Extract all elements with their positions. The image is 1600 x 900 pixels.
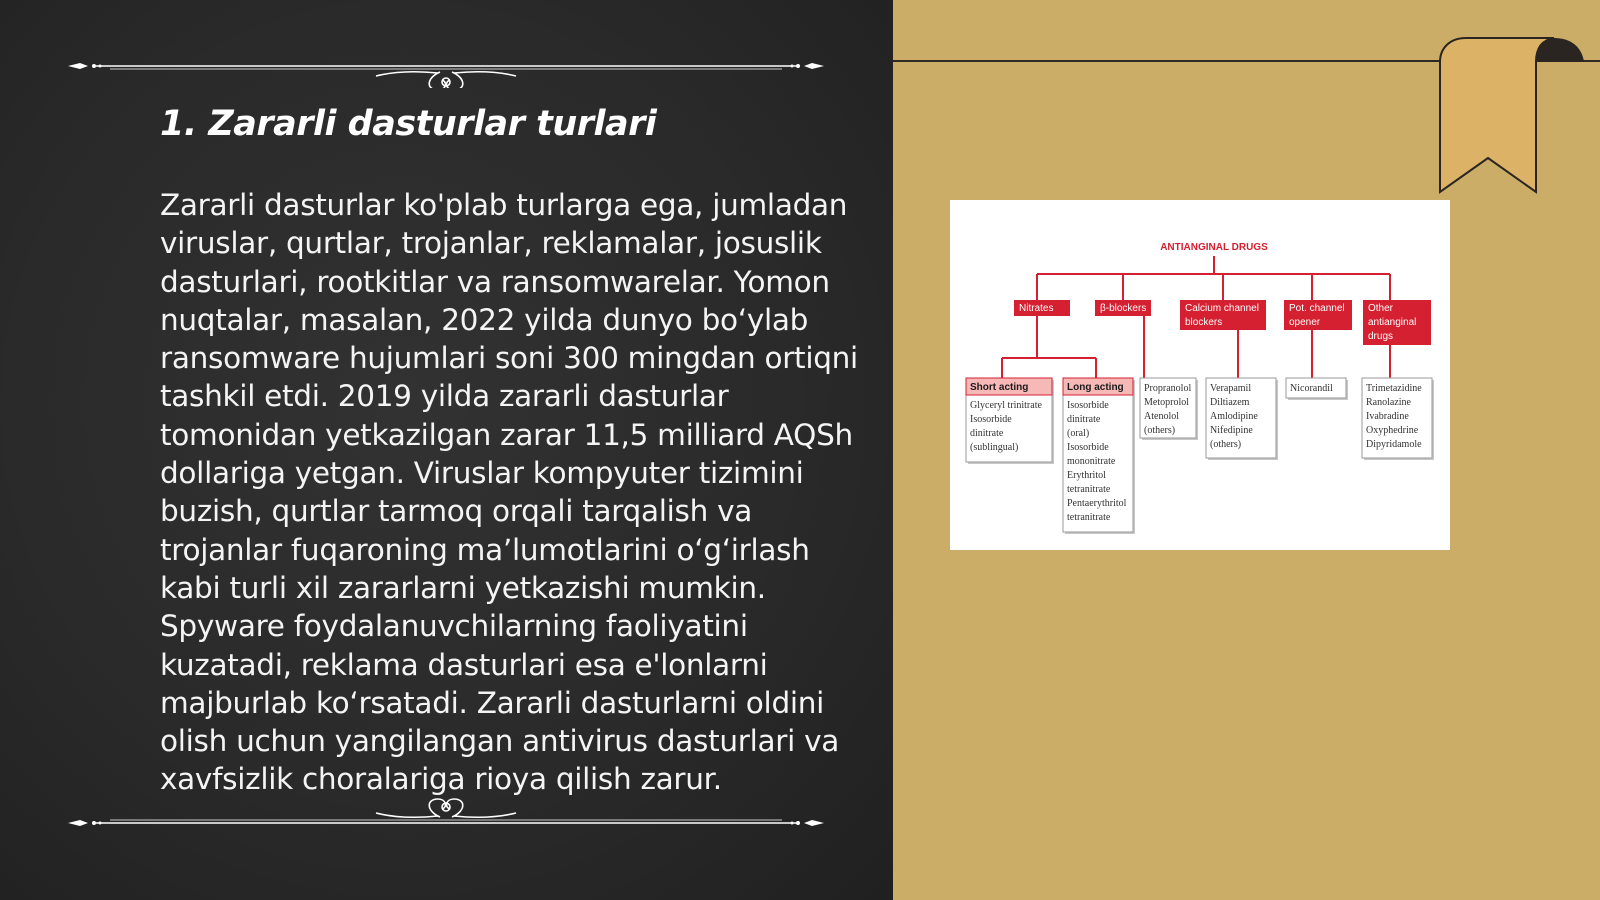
nitrate-group-label: Long acting — [1067, 382, 1124, 393]
drug-name: Metoprolol — [1144, 397, 1189, 408]
category-box — [1180, 300, 1266, 330]
drug-name: tetranitrate — [1067, 484, 1111, 495]
drug-name: dinitrate — [970, 428, 1004, 439]
category-box — [1284, 300, 1352, 330]
category-label: Other — [1368, 303, 1394, 314]
category-label: opener — [1289, 317, 1321, 328]
slide-title: 1. Zararli dasturlar turlari — [160, 104, 657, 144]
drug-name: Ranolazine — [1366, 397, 1411, 408]
drug-list-box — [1286, 378, 1348, 400]
bookmark-ribbon-icon — [1432, 36, 1600, 200]
category-label: Nitrates — [1019, 303, 1054, 314]
drug-name: Erythritol — [1067, 470, 1106, 481]
ornament-bottom-divider — [66, 796, 826, 836]
category-label: β-blockers — [1100, 303, 1147, 314]
category-box — [1363, 300, 1431, 345]
drug-name: (sublingual) — [970, 442, 1019, 453]
drug-name: Ivabradine — [1366, 411, 1409, 422]
drug-name: Isosorbide — [970, 414, 1012, 425]
drug-name: mononitrate — [1067, 456, 1116, 467]
drug-name: (others) — [1210, 439, 1242, 450]
drug-name: Isosorbide — [1067, 400, 1109, 411]
slide-body-text: Zararli dasturlar ko'plab turlarga ega, jumladan viruslar, qurtlar, trojanlar, reklamalar, josuslik dasturlari, rootkitlar va ransomwarelar. Yomon nuqtalar, masalan, 2022 yilda dunyo bo‘ylab ransomware hujumlari soni 300 mingdan ortiqni tashkil etdi. 2019 yilda zararli dasturlar tomonidan yetkazilgan zarar 11,5 milliard AQSh dollariga yetgan. Viruslar kompyuter tizimini buzish, qurtlar tarmoq orqali tarqalish va trojanlar fuqaroning ma’lumotlarini o‘g‘irlash kabi turli xil zararlarni yetkazishi mumkin. Spyware foydalanuvchilarning faoliyatini kuzatadi, reklama dasturlari esa e'lonlarni majburlab ko‘rsatadi. Zararli dasturlarni oldini olish uchun yangilangan antivirus dasturlari va xavfsizlik choralariga rioya qilish zarur. — [160, 188, 858, 797]
nitrate-group-box — [966, 378, 1054, 464]
drug-name: dinitrate — [1067, 414, 1101, 425]
drug-name: Trimetazidine — [1366, 383, 1422, 394]
nitrate-group-box — [1063, 378, 1135, 534]
drug-name: Propranolol — [1144, 383, 1192, 394]
drug-name: Atenolol — [1144, 411, 1179, 422]
drug-name: Dipyridamole — [1366, 439, 1422, 450]
category-box — [1014, 300, 1070, 316]
antianginal-drugs-diagram — [950, 200, 1450, 550]
category-label: drugs — [1368, 331, 1394, 342]
ornament-top-divider — [66, 48, 826, 88]
category-label: Pot. channel — [1289, 303, 1345, 314]
drug-name: Isosorbide — [1067, 442, 1109, 453]
drug-name: Nifedipine — [1210, 425, 1253, 436]
drug-name: Amlodipine — [1210, 411, 1258, 422]
drug-name: tetranitrate — [1067, 512, 1111, 523]
drug-list-box — [1206, 378, 1278, 460]
drug-name: Nicorandil — [1290, 383, 1333, 394]
category-label: blockers — [1185, 317, 1223, 328]
drug-list-box — [1362, 378, 1434, 460]
drug-name: (others) — [1144, 425, 1176, 436]
drug-name: Oxyphedrine — [1366, 425, 1419, 436]
category-label: Calcium channel — [1185, 303, 1259, 314]
category-box — [1095, 300, 1151, 316]
drug-name: Glyceryl trinitrate — [970, 400, 1042, 411]
drug-name: Pentaerythritol — [1067, 498, 1127, 509]
diagram-title: ANTIANGINAL DRUGS — [1160, 242, 1268, 253]
drug-name: Verapamil — [1210, 383, 1252, 394]
drug-name: Diltiazem — [1210, 397, 1250, 408]
diagram-canvas — [950, 200, 1450, 550]
nitrate-group-label: Short acting — [970, 382, 1029, 393]
drug-name: (oral) — [1067, 428, 1090, 439]
category-label: antianginal — [1368, 317, 1417, 328]
drug-list-box — [1140, 378, 1198, 440]
